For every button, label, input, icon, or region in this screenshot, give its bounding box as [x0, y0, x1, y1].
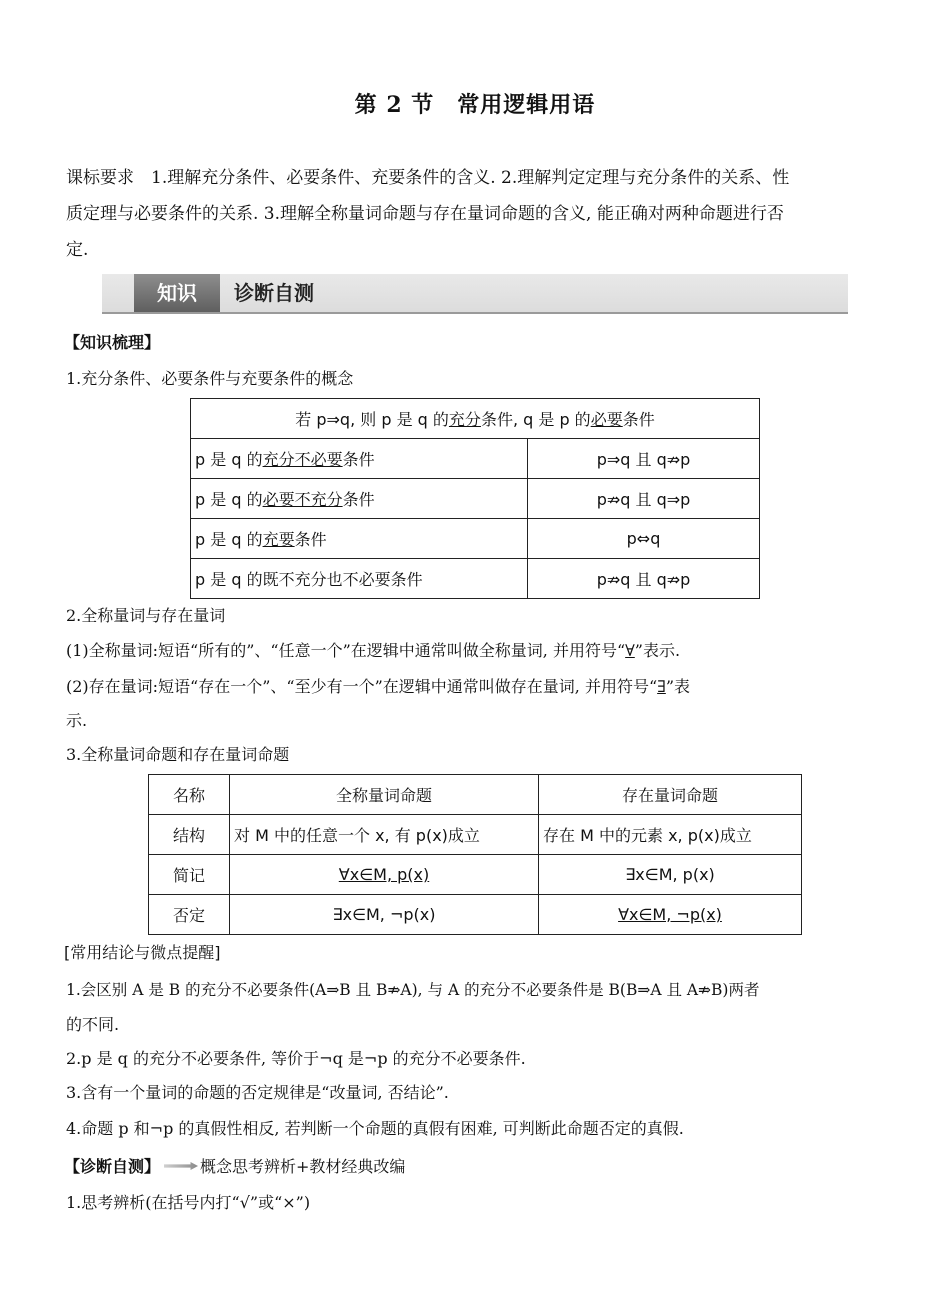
cell-universal: ∃x∈M, ¬p(x) [230, 895, 539, 935]
conclusion-2: 2.p 是 q 的充分不必要条件, 等价于¬q 是¬p 的充分不必要条件. [66, 1049, 526, 1068]
section2-item2-cont: 示. [66, 711, 88, 730]
diagnosis-question-1: 1.思考辨析(在括号内打“√”或“×”) [66, 1193, 311, 1212]
exists-symbol: ∃ [657, 677, 666, 696]
table-row [149, 815, 802, 855]
section2-heading: 2.全称量词与存在量词 [66, 606, 226, 625]
section-banner [102, 274, 848, 314]
row-left [191, 439, 528, 479]
conclusions-heading: [常用结论与微点提醒] [64, 943, 221, 962]
table-row [149, 855, 802, 895]
row-pre: p 是 q 的既不充分也不必要条件 [195, 570, 423, 589]
table-row [191, 519, 760, 559]
table-header-cell [191, 399, 760, 439]
row-right: p⇒q 且 q⇏p [528, 439, 760, 479]
diagnosis-header [64, 1154, 405, 1177]
header-underline-1: 充分 [448, 410, 481, 429]
knowledge-header: 【知识梳理】 [64, 333, 161, 352]
row-pre: p 是 q 的 [195, 530, 263, 549]
section3-heading: 3.全称量词命题和存在量词命题 [66, 745, 290, 764]
row-left [191, 479, 528, 519]
section1-heading: 1.充分条件、必要条件与充要条件的概念 [66, 369, 354, 388]
row-pre: p 是 q 的 [195, 450, 263, 469]
table-row [191, 479, 760, 519]
diagnosis-subtitle: 概念思考辨析+教材经典改编 [200, 1157, 406, 1176]
row-underlined: 充要 [262, 530, 295, 549]
cell-universal [230, 855, 539, 895]
row-post: 条件 [294, 530, 327, 549]
row-right: p⇏q 且 q⇏p [528, 559, 760, 599]
cell-label: 简记 [149, 855, 230, 895]
table-row [191, 559, 760, 599]
row-right: p⇏q 且 q⇒p [528, 479, 760, 519]
item1-end: ”表示. [634, 641, 681, 660]
header-underline-2: 必要 [590, 410, 623, 429]
header-name: 名称 [149, 775, 230, 815]
header-universal: 全称量词命题 [230, 775, 539, 815]
cell-label: 结构 [149, 815, 230, 855]
requirements-line3: 定. [66, 240, 89, 260]
header-prefix: 若 p⇒q, 则 p 是 q 的 [295, 410, 449, 429]
item2-end: ”表 [665, 677, 691, 696]
header-existential: 存在量词命题 [539, 775, 802, 815]
forall-symbol: ∀ [625, 641, 635, 660]
conclusion-1: 1.会区别 A 是 B 的充分不必要条件(A⇒B 且 B⇏A), 与 A 的充分不必要条件是 B(B⇒A 且 A⇏B)两者 [66, 981, 760, 999]
cell-existential: 存在 M 中的元素 x, p(x)成立 [539, 815, 802, 855]
row-left [191, 559, 528, 599]
cell-label: 否定 [149, 895, 230, 935]
row-underlined: 必要不充分 [262, 490, 343, 509]
table-row [149, 895, 802, 935]
item2-text: (2)存在量词:短语“存在一个”、“至少有一个”在逻辑中通常叫做存在量词, 并用符号“ [66, 677, 658, 696]
conditions-table [190, 398, 760, 599]
row-left [191, 519, 528, 559]
banner-text: 诊断自测 [234, 281, 314, 305]
row-right: p⇔q [528, 519, 760, 559]
requirements-line1: 课标要求 1.理解充分条件、必要条件、充要条件的含义. 2.理解判定定理与充分条件的关系、性 [66, 168, 790, 188]
section2-item1 [66, 638, 680, 661]
section2-item2 [66, 674, 690, 697]
header-mid: 条件, q 是 p 的 [480, 410, 591, 429]
underlined-value: ∀x∈M, p(x) [338, 865, 430, 884]
table-row [191, 439, 760, 479]
cell-universal: 对 M 中的任意一个 x, 有 p(x)成立 [230, 815, 539, 855]
item1-text: (1)全称量词:短语“所有的”、“任意一个”在逻辑中通常叫做全称量词, 并用符号“ [66, 641, 626, 660]
banner-tag: 知识 [134, 274, 220, 312]
diagnosis-label: 【诊断自测】 [64, 1157, 161, 1176]
requirements-line2: 质定理与必要条件的关系. 3.理解全称量词命题与存在量词命题的含义, 能正确对两种命题进行否 [66, 204, 784, 224]
arrow-right-icon [164, 1162, 198, 1170]
cell-existential: ∃x∈M, p(x) [539, 855, 802, 895]
conclusion-1-cont: 的不同. [66, 1015, 120, 1034]
cell-existential [539, 895, 802, 935]
table-row [149, 775, 802, 815]
row-post: 条件 [342, 450, 375, 469]
table-header-row [191, 399, 760, 439]
row-post: 条件 [342, 490, 375, 509]
conclusion-4: 4.命题 p 和¬p 的真假性相反, 若判断一个命题的真假有困难, 可判断此命题否定的真假. [66, 1119, 684, 1138]
row-underlined: 充分不必要 [262, 450, 343, 469]
underlined-value: ∀x∈M, ¬p(x) [618, 905, 722, 924]
conclusion-3: 3.含有一个量词的命题的否定规律是“改量词, 否结论”. [66, 1083, 449, 1102]
quantifier-table [148, 774, 802, 935]
header-suffix: 条件 [622, 410, 655, 429]
row-pre: p 是 q 的 [195, 490, 263, 509]
page-title: 第 2 节 常用逻辑用语 [354, 92, 596, 118]
